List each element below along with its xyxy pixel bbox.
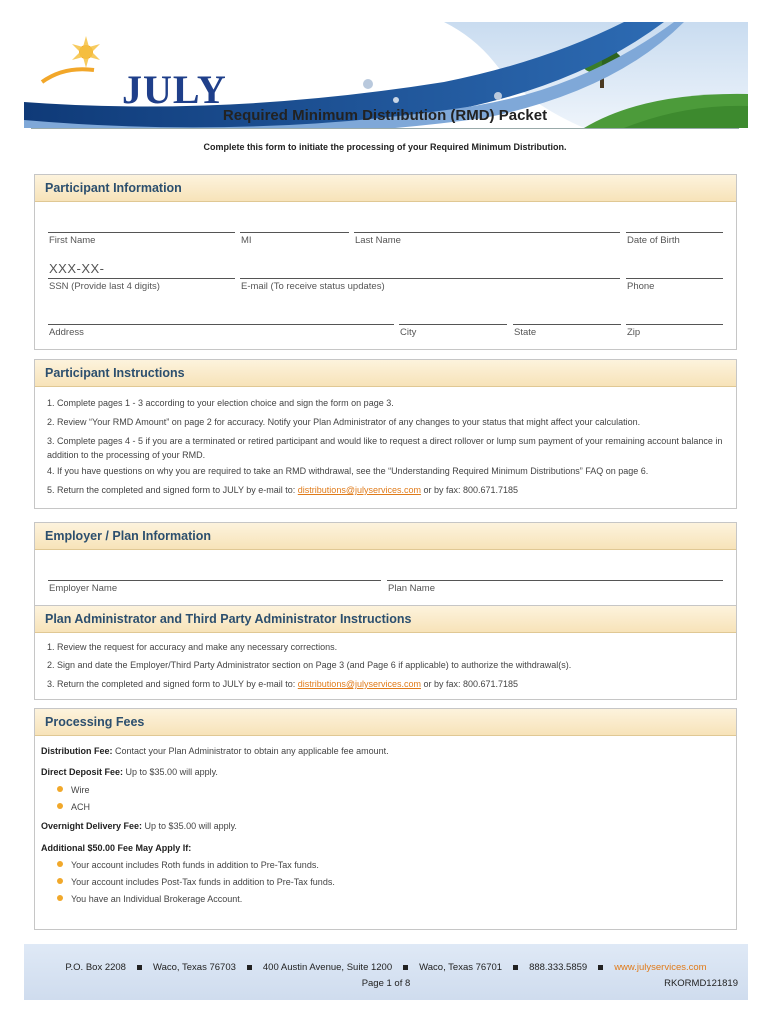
list-item: Your account includes Roth funds in addition to Pre-Tax funds. — [57, 860, 319, 870]
participant-info-section — [34, 174, 737, 350]
footer-street: 400 Austin Avenue, Suite 1200 — [262, 962, 393, 973]
list-item: ACH — [57, 802, 90, 812]
list-item: Wire — [57, 785, 90, 795]
overnight-fee-text: Up to $35.00 will apply. — [142, 821, 237, 831]
plan-name-label: Plan Name — [388, 583, 435, 594]
footer-city: Waco, Texas 76701 — [419, 962, 503, 973]
footer-po-box: P.O. Box 2208 — [65, 962, 126, 973]
july-logo: JULY — [122, 67, 227, 112]
email-link[interactable]: distributions@julyservices.com — [297, 485, 421, 495]
list-item: Your account includes Post-Tax funds in addition to Pre-Tax funds. — [57, 877, 335, 887]
deposit-fee — [41, 765, 721, 779]
section-heading: Processing Fees — [35, 709, 736, 736]
instruction-item: 2. Sign and date the Employer/Third Party Administrator section on Page 3 (and Page 6 if applicable) to authorize the withdrawal(s). — [47, 660, 572, 670]
additional-fee — [41, 841, 721, 855]
email-field[interactable] — [240, 278, 620, 279]
section-heading: Participant Instructions — [35, 360, 736, 387]
address-field[interactable] — [48, 324, 394, 325]
distribution-fee — [41, 744, 721, 758]
first-name-label: First Name — [49, 235, 96, 246]
instruction-item: 1. Review the request for accuracy and make any necessary corrections. — [47, 642, 338, 652]
section-heading: Employer / Plan Information — [35, 523, 736, 550]
page-subtitle: Complete this form to initiate the processing of your Required Minimum Distribution. — [203, 142, 567, 152]
first-name-field[interactable] — [48, 232, 235, 233]
email-link[interactable]: distributions@julyservices.com — [297, 679, 421, 689]
phone-field[interactable] — [626, 278, 723, 279]
page-footer — [24, 944, 748, 1000]
return-text: 3. Return the completed and signed form to JULY by e-mail to: — [47, 679, 298, 689]
state-field[interactable] — [513, 324, 621, 325]
employer-name-field[interactable] — [48, 580, 381, 581]
ssn-field[interactable] — [48, 278, 235, 279]
separator-icon — [403, 965, 408, 970]
phone-label: Phone — [627, 281, 655, 292]
instruction-item — [47, 483, 727, 497]
plan-name-field[interactable] — [387, 580, 723, 581]
processing-fees-section — [34, 708, 737, 930]
additional-fee-label: Additional $50.00 Fee May Apply If: — [41, 843, 192, 853]
dob-label: Date of Birth — [627, 235, 680, 246]
instruction-item: 1. Complete pages 1 - 3 according to your election choice and sign the form on page 3. — [47, 398, 394, 408]
participant-instructions-section — [34, 359, 737, 509]
admin-instructions-section — [34, 606, 737, 700]
bullet-icon — [57, 803, 63, 809]
section-heading: Plan Administrator and Third Party Administrator Instructions — [35, 606, 736, 633]
zip-field[interactable] — [626, 324, 723, 325]
overnight-fee-label: Overnight Delivery Fee: — [41, 821, 143, 831]
deposit-fee-text: Up to $35.00 will apply. — [123, 767, 218, 777]
instruction-item: 4. If you have questions on why you are required to take an RMD withdrawal, see the “Understanding Required Minimum Distributions” FAQ on page 6. — [47, 466, 649, 476]
bullet-icon — [57, 878, 63, 884]
section-heading: Participant Information — [35, 175, 736, 202]
instruction-item — [47, 677, 727, 691]
ssn-label: SSN (Provide last 4 digits) — [49, 281, 160, 292]
zip-label: Zip — [627, 327, 641, 338]
last-name-label: Last Name — [355, 235, 401, 246]
website-link[interactable]: www.julyservices.com — [614, 962, 707, 973]
last-name-field[interactable] — [354, 232, 620, 233]
employer-name-label: Employer Name — [49, 583, 118, 594]
mi-label: MI — [241, 235, 252, 246]
dob-field[interactable] — [626, 232, 723, 233]
separator-icon — [598, 965, 603, 970]
bullet-icon — [57, 786, 63, 792]
fax-text: or by fax: 800.671.7185 — [420, 485, 519, 495]
address-label: Address — [49, 327, 84, 338]
email-label: E-mail (To receive status updates) — [241, 281, 385, 292]
separator-icon — [137, 965, 142, 970]
overnight-fee — [41, 819, 721, 833]
city-label: City — [400, 327, 417, 338]
distribution-fee-label: Distribution Fee: — [41, 746, 113, 756]
mi-field[interactable] — [240, 232, 349, 233]
return-text: 5. Return the completed and signed form to JULY by e-mail to: — [47, 485, 298, 495]
list-item: You have an Individual Brokerage Account. — [57, 894, 242, 904]
separator-icon — [513, 965, 518, 970]
state-label: State — [514, 327, 537, 338]
footer-phone: 888.333.5859 — [529, 962, 588, 973]
page-number: Page 1 of 8 — [361, 978, 411, 989]
page-title: Required Minimum Distribution (RMD) Packet — [222, 107, 548, 124]
city-field[interactable] — [399, 324, 507, 325]
instruction-item: 3. Complete pages 4 - 5 if you are a terminated or retired participant and would like to request a direct rollover or lump sum payment of your remaining account balance in addition to the processing of your RMD. — [47, 436, 723, 460]
ssn-prefill: XXX-XX- — [49, 261, 105, 276]
deposit-fee-label: Direct Deposit Fee: — [41, 767, 124, 777]
footer-city: Waco, Texas 76703 — [152, 962, 236, 973]
fax-text: or by fax: 800.671.7185 — [420, 679, 519, 689]
bullet-icon — [57, 861, 63, 867]
separator-icon — [247, 965, 252, 970]
instruction-item: 2. Review “Your RMD Amount” on page 2 for accuracy. Notify your Plan Administrator of any changes to your status that might affect your calculation. — [47, 417, 641, 427]
form-code: RKORMD121819 — [664, 978, 738, 989]
bullet-icon — [57, 895, 63, 901]
employer-plan-section — [34, 522, 737, 606]
footer-contact-row — [24, 962, 748, 973]
distribution-fee-text: Contact your Plan Administrator to obtain any applicable fee amount. — [112, 746, 389, 756]
title-divider — [31, 128, 739, 129]
